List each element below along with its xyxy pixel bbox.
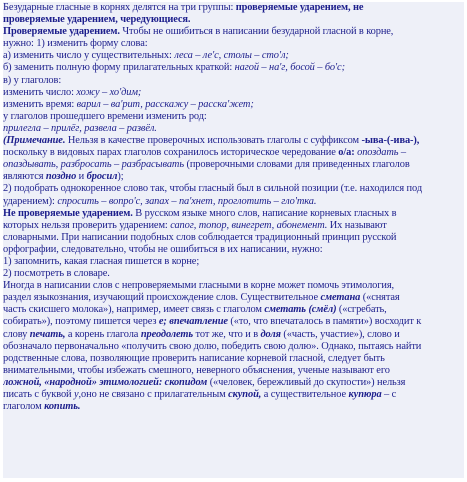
- text-line: собирать»), поэтому пишется через е; впечатление («то, что впечаталось в памяти») восходит к: [3, 316, 422, 328]
- text-line: поскольку в видовых парах глаголов сохранилось историческое чередование о/а: опоздать –: [3, 147, 406, 159]
- text-line: 1) запомнить, какая гласная пишется в корне;: [3, 255, 200, 267]
- text-line: писать с буквой у,оно не связано с прилагательным скупой, а существительное купюра – с: [3, 389, 397, 400]
- text-line: являются поздно и бросил);: [3, 171, 124, 183]
- text-line: родственные слова, позволяющие проверить написание корневой гласной, следует быть: [3, 352, 385, 364]
- text-line: Проверяемые ударением. Чтобы не ошибиться в написании безударной гласной в корне,: [3, 26, 394, 38]
- text-line: изменить число: хожу – хо'дим;: [3, 86, 142, 98]
- text-line: в) у глаголов:: [3, 74, 62, 86]
- text-line: ложной, «народной» этимологией: скопидом («человек, бережливый до скупости») нельзя: [3, 376, 406, 388]
- text-line: нужно: 1) изменить форму слова:: [3, 38, 148, 50]
- text-line: ударением): спросить – вопро'с, запах – па'хнет, проглотить – гло'тка.: [3, 195, 317, 207]
- text-line: прилегла – прилёг, развела – развёл.: [3, 122, 157, 134]
- text-line: у глаголов прошедшего времени изменить род:: [3, 110, 207, 122]
- text-line: обозначало первоначально «получить свою долю, победить свою долю». Однако, пытаясь найти: [3, 340, 422, 352]
- text-line: Безударные гласные в корнях делятся на три группы: проверяемые ударением, не: [3, 2, 364, 13]
- text-line: а) изменить число у существительных: леса – ле'с, столы – сто'л;: [3, 50, 289, 62]
- text-line: словарными. При написании подобных слов соблюдается традиционный принцип русской: [3, 231, 397, 243]
- text-line: Иногда в написании слов с непроверяемыми гласными в корне может помочь этимология,: [3, 280, 395, 292]
- text-line: 2) подобрать однокоренное слово так, чтобы гласный был в сильной позиции (т.е. находился под: [3, 183, 423, 195]
- text-line: (Примечание. Нельзя в качестве проверочных использовать глаголы с суффиксом -ыва-(-ива-),: [3, 135, 420, 147]
- text-line: внимательными, чтобы избежать смешного, неверного объяснения, ученые называют его: [3, 364, 390, 376]
- text-line: раздел языкознания, изучающий происхождение слов. Существительное сметана («снятая: [3, 292, 400, 304]
- text-line: слову печать, а корень глагола преодолеть тот же, что и в доля («часть, участие»), слово и: [3, 328, 400, 340]
- text-line: опаздывать, разбросать – разбрасывать (проверочными словами для приведенных глаголов: [3, 159, 410, 171]
- text-line: Не проверяемые ударением. В русском языке много слов, написание корневых гласных в: [3, 207, 397, 219]
- text-line: глаголом копить.: [3, 401, 81, 413]
- text-line: которых нельзя проверить ударением: сапог, топор, винегрет, абонемент. Их называют: [3, 219, 387, 231]
- text-line: б) заменить полную форму прилагательных краткой: нагой – на'г, босой – бо'с;: [3, 62, 345, 74]
- text-line: 2) посмотреть в словаре.: [3, 268, 110, 280]
- text-line: изменить время: варил – ва'рит, расскажу – расска'жет;: [3, 98, 254, 110]
- document-page: [3, 2, 464, 478]
- text-line: часть скисшего молока»), например, имеет связь с глаголом сметать (смёл) («сгребать,: [3, 304, 387, 316]
- text-line: проверяемые ударением, чередующиеся.: [3, 14, 191, 26]
- text-line: орфографии, следовательно, чтобы не ошибиться в их написании, нужно:: [3, 243, 323, 255]
